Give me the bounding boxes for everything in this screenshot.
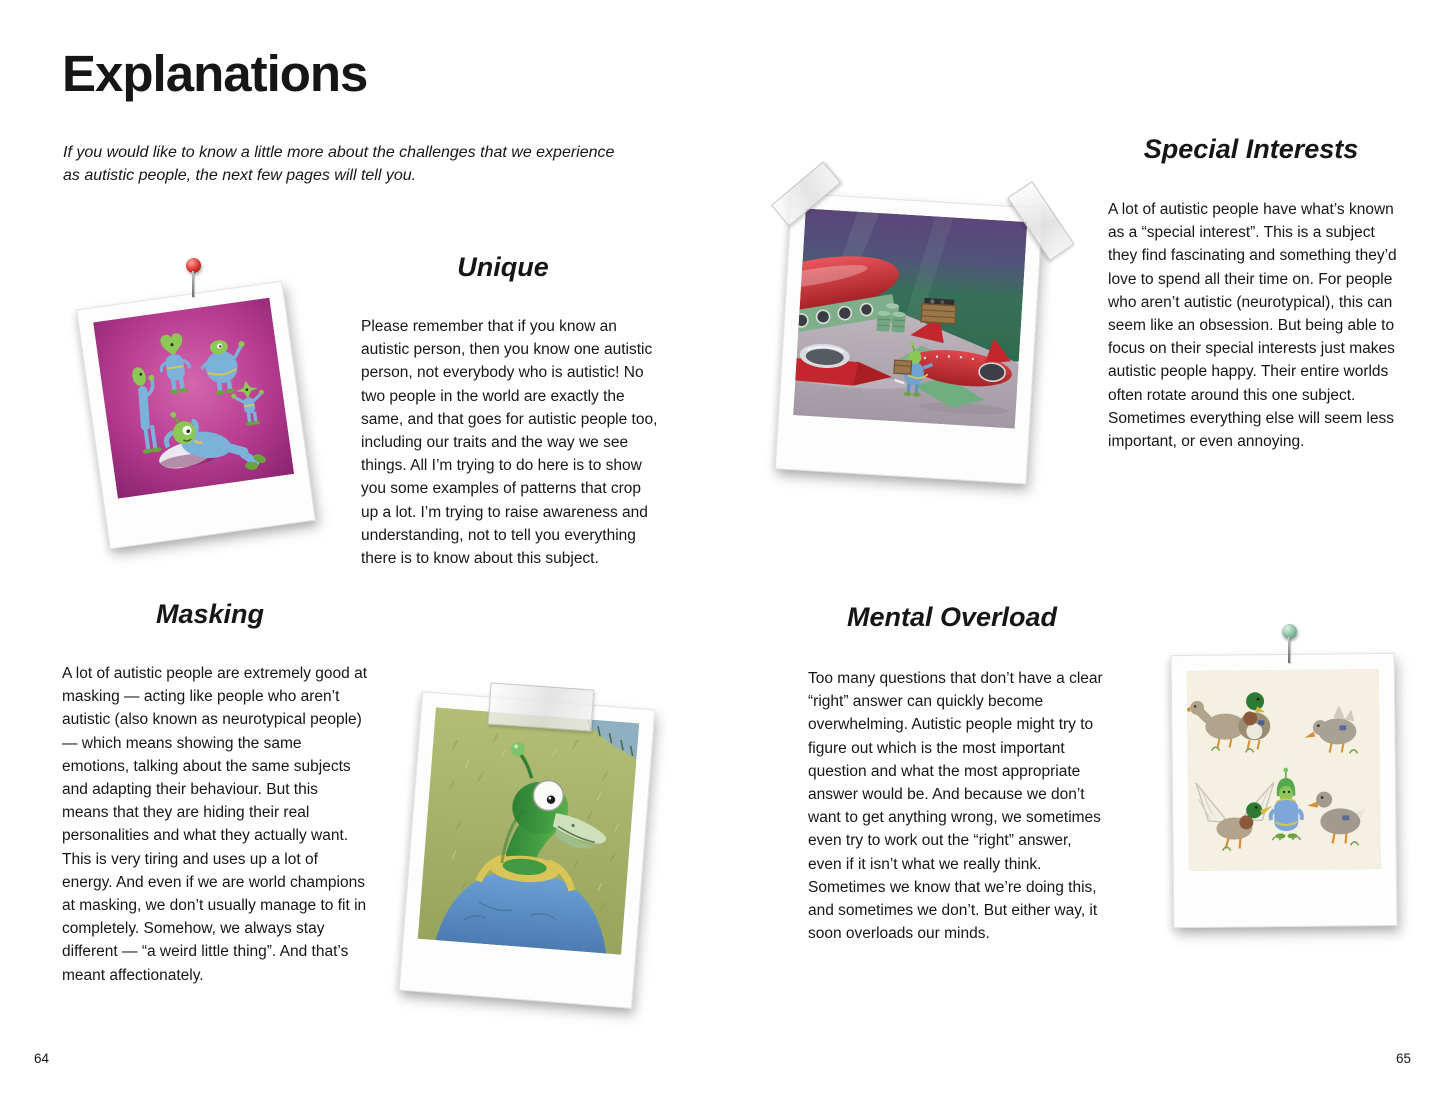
photo-spaceships-polaroid (775, 193, 1043, 485)
ducks-illustration (1187, 669, 1381, 871)
spaceships-illustration (793, 208, 1027, 428)
page-title: Explanations (62, 45, 368, 102)
red-pushpin-icon (184, 258, 202, 297)
duck-alien-illustration (418, 707, 640, 954)
section-body-masking: A lot of autistic people are extremely good at masking — acting like people who aren’t autistic (also known as neurotypical people) — which means showing the same emotions, talking about the same subjects and adapting their behaviour. But this means that they are hiding their real personalities and what they actually want. This is very tiring and uses up a lot of energy. And even if we are world champions at masking, we don’t usually manage to fit in completely. Somehow, we always stay different — “a weird little thing”. And that’s meant affectionately. (62, 665, 368, 984)
photo-ducks-polaroid (1171, 653, 1398, 928)
intro-text: If you would like to know a little more about the challenges that we experience as autistic people, the next few pages will tell you. (63, 144, 615, 184)
section-heading-special-interests: Special Interests (1143, 134, 1359, 164)
photo-aliens-polaroid (76, 281, 316, 550)
section-heading-masking: Masking (155, 599, 265, 629)
page-number-right: 65 (1396, 1051, 1412, 1066)
green-pushpin-icon (1280, 624, 1298, 663)
section-body-special-interests: A lot of autistic people have what’s known as a “special interest”. This is a subject they find fascinating and something they’d love to spend all their time on. For people who aren’t autistic (neurotypical), this can seem like an obsession. But being able to focus on their special interests just makes autistic people happy. Their entire worlds often rotate around this one subject. Sometimes everything else will seem less important, or even annoying. (1108, 201, 1397, 451)
section-body-unique: Please remember that if you know an autistic person, then you know one autistic person, not everybody who is autistic! No two people in the world are exactly the same, and that goes for autistic people too, including our traits and the way we see things. All I’m trying to do here is to show you some examples of patterns that crop up a lot. I’m trying to raise awareness and understanding, not to tell you everything there is to know about this subject. (361, 318, 658, 568)
section-heading-mental-overload: Mental Overload (846, 602, 1058, 632)
page-number-left: 64 (34, 1051, 50, 1066)
photo-duck-alien-polaroid (399, 691, 656, 1008)
aliens-illustration (93, 298, 294, 499)
section-heading-unique: Unique (457, 252, 549, 282)
pink-background (93, 298, 294, 499)
photo-spaceships (793, 208, 1027, 428)
photo-ducks (1187, 669, 1381, 871)
photo-duck-alien (418, 707, 640, 954)
tape-icon (488, 682, 595, 731)
photo-aliens (93, 298, 294, 499)
section-body-mental-overload: Too many questions that don’t have a clear “right” answer can quickly become overwhelming. Autistic people might try to figure out which is the most important question and what the most appropriate answer would be. And because we don’t want to get anything wrong, we sometimes even try to work out the “right” answer, even if it isn’t what we really think. Sometimes we know that we’re doing this, and sometimes we don’t. But either way, it soon overloads our minds. (808, 670, 1103, 943)
cargo-crate (921, 298, 956, 324)
